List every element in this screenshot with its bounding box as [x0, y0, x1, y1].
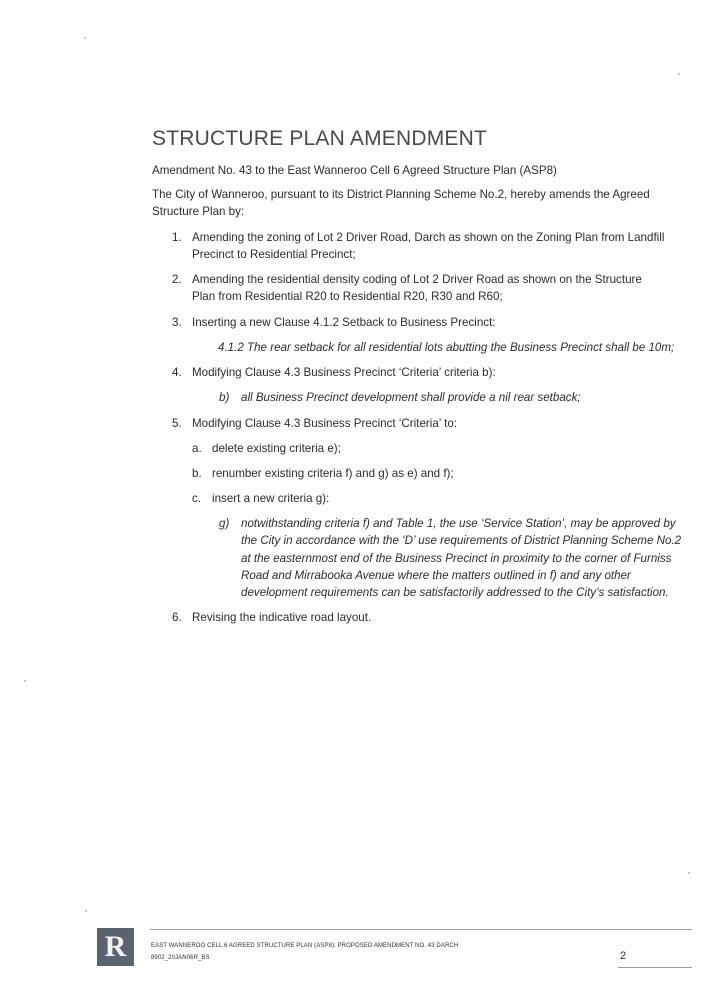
- footer-document-ref: 8902_20JAN06R_BS: [151, 955, 210, 961]
- scan-speck: [688, 872, 690, 874]
- list-item-text: Precinct to Residential Precinct;: [192, 248, 356, 261]
- list-number: 4.: [172, 366, 182, 379]
- scan-speck: [24, 680, 26, 682]
- list-item-text: Amending the residential density coding of Lot 2 Driver Road as shown on the Structure: [192, 273, 642, 286]
- clause-text: 4.1.2 The rear setback for all residential lots abutting the Business Precinct shall be 10m;: [218, 341, 675, 354]
- list-item-text: Revising the indicative road layout.: [192, 611, 372, 624]
- list-item-text: Modifying Clause 4.3 Business Precinct ‘Criteria’ criteria b):: [192, 366, 496, 379]
- sub-item-text: insert a new criteria g):: [212, 492, 330, 505]
- list-number: 5.: [172, 417, 182, 430]
- intro-paragraph-line: Structure Plan by:: [152, 205, 245, 218]
- sub-label: g): [219, 517, 230, 530]
- page-number: 2: [620, 950, 627, 962]
- clause-text-line: development requirements can be satisfactorily addressed to the City’s satisfaction.: [241, 586, 669, 599]
- sub-item-text: delete existing criteria e);: [212, 442, 341, 455]
- sub-label: c.: [192, 492, 202, 505]
- sub-label: b.: [192, 467, 202, 480]
- list-item-text: Plan from Residential R20 to Residential R20, R30 and R60;: [192, 290, 503, 303]
- scan-speck: [85, 910, 87, 912]
- list-number: 3.: [172, 316, 182, 329]
- company-logo: R: [97, 928, 134, 966]
- list-number: 2.: [172, 273, 182, 286]
- footer-document-title: EAST WANNEROO CELL 6 AGREED STRUCTURE PLAN (ASP8): PROPOSED AMENDMENT NO. 43 DARCH: [151, 943, 459, 949]
- clause-text-line: notwithstanding criteria f) and Table 1, the use ‘Service Station’, may be approved by: [241, 517, 676, 530]
- sub-item-text: renumber existing criteria f) and g) as e) and f);: [212, 467, 454, 480]
- footer-rule-bottom: [618, 967, 692, 968]
- clause-text-line: at the easternmost end of the Business Precinct in proximity to the corner of Furniss: [241, 552, 672, 565]
- list-item-text: Modifying Clause 4.3 Business Precinct ‘Criteria’ to:: [192, 417, 458, 430]
- intro-paragraph-line: The City of Wanneroo, pursuant to its District Planning Scheme No.2, hereby amends the Agreed: [152, 188, 650, 201]
- scan-speck: [84, 37, 86, 39]
- clause-text: all Business Precinct development shall provide a nil rear setback;: [241, 391, 581, 404]
- sub-label: b): [219, 391, 230, 404]
- list-number: 6.: [172, 611, 182, 624]
- clause-text-line: Road and Mirrabooka Avenue where the matters outlined in f) and any other: [241, 569, 631, 582]
- scan-speck: [678, 73, 680, 75]
- list-item-text: Amending the zoning of Lot 2 Driver Road, Darch as shown on the Zoning Plan from Landfill: [192, 231, 665, 244]
- amendment-line: Amendment No. 43 to the East Wanneroo Cell 6 Agreed Structure Plan (ASP8): [152, 164, 557, 177]
- clause-text-line: the City in accordance with the ‘D’ use requirements of District Planning Scheme No.2: [241, 534, 682, 547]
- list-number: 1.: [172, 231, 182, 244]
- page-title: STRUCTURE PLAN AMENDMENT: [152, 127, 487, 150]
- footer-rule-top: [150, 929, 692, 930]
- list-item-text: Inserting a new Clause 4.1.2 Setback to Business Precinct:: [192, 316, 496, 329]
- sub-label: a.: [192, 442, 202, 455]
